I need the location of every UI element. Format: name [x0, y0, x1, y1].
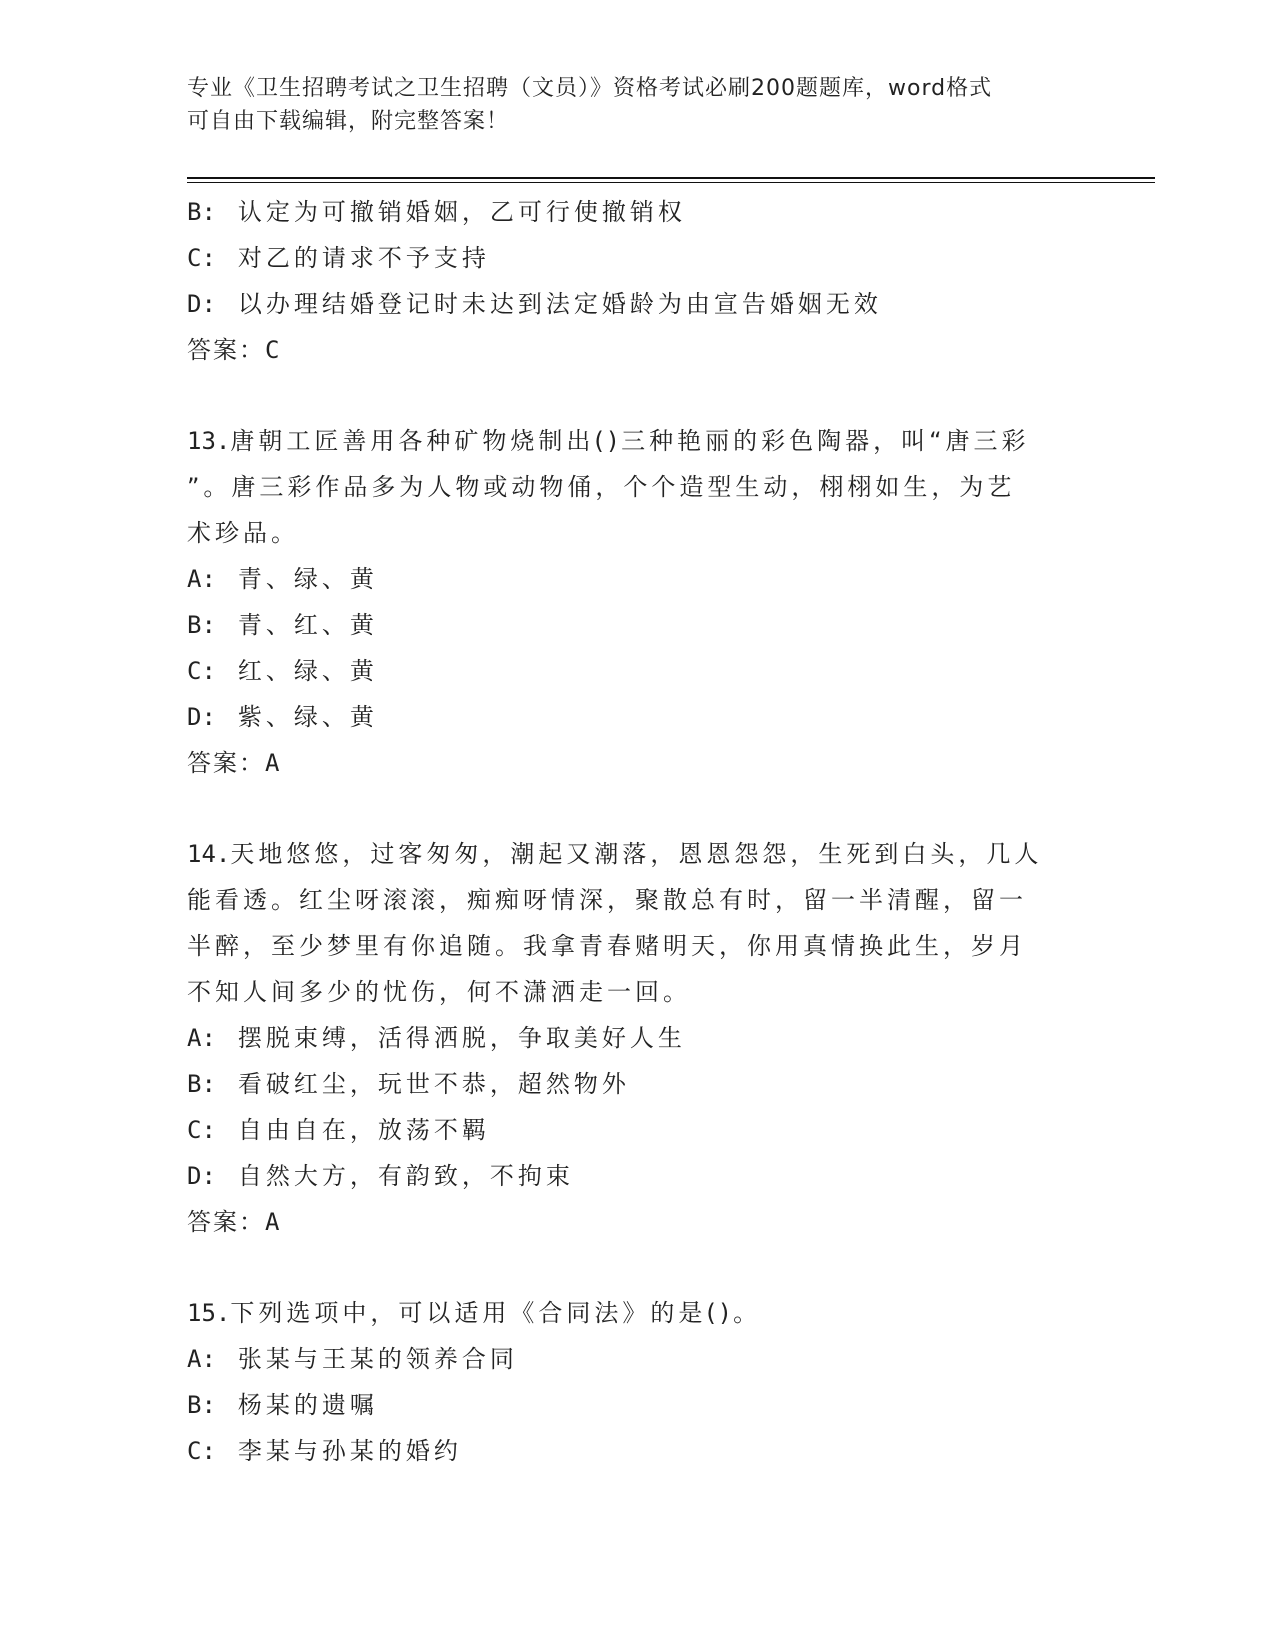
question-14	[187, 831, 1087, 1245]
answer-line	[187, 327, 1087, 373]
option-text: 李某与孙某的婚约	[237, 1437, 462, 1465]
question-stem-line: 术珍品。	[187, 519, 299, 547]
question-stem-line	[187, 418, 1087, 464]
option-letter: D:	[187, 290, 216, 318]
option-text: 青、红、黄	[237, 611, 378, 639]
header-line-2: 可自由下载编辑，附完整答案！	[187, 109, 510, 134]
option-text: 紫、绿、黄	[237, 703, 378, 731]
option-letter: C:	[187, 657, 216, 685]
question-text: 天地悠悠，过客匆匆，潮起又潮落，恩恩怨怨，生死到白头，几人	[230, 840, 1043, 868]
answer-value: A	[265, 749, 282, 777]
question-stem-line: ”。唐三彩作品多为人物或动物俑，个个造型生动，栩栩如生，为艺	[187, 473, 1016, 501]
option-letter: C:	[187, 1116, 216, 1144]
answer-value: C	[265, 336, 282, 364]
option-a	[187, 556, 1087, 602]
option-a	[187, 1336, 1087, 1382]
option-b	[187, 1382, 1087, 1428]
question-stem-line	[187, 1290, 1087, 1336]
option-b	[187, 1061, 1087, 1107]
option-letter: A:	[187, 1345, 216, 1373]
option-text: 青、绿、黄	[237, 565, 378, 593]
option-c	[187, 235, 1087, 281]
answer-line	[187, 740, 1087, 786]
question-12-continued	[187, 189, 1087, 373]
question-15	[187, 1290, 1087, 1474]
option-text: 对乙的请求不予支持	[237, 244, 490, 272]
option-text: 张某与王某的领养合同	[237, 1345, 518, 1373]
option-letter: B:	[187, 1391, 216, 1419]
header-rule-thick	[187, 177, 1155, 179]
answer-label: 答案：	[187, 749, 265, 777]
option-d	[187, 694, 1087, 740]
option-b	[187, 189, 1087, 235]
answer-label: 答案：	[187, 1208, 265, 1236]
option-c	[187, 1428, 1087, 1474]
header-line-1: 专业《卫生招聘考试之卫生招聘（文员）》资格考试必刷200题题库，word格式	[187, 76, 993, 101]
option-letter: B:	[187, 611, 216, 639]
question-13	[187, 418, 1087, 786]
option-letter: D:	[187, 703, 216, 731]
option-text: 自由自在，放荡不羁	[237, 1116, 490, 1144]
option-text: 红、绿、黄	[237, 657, 378, 685]
question-number: 13.	[187, 427, 231, 455]
option-text: 杨某的遗嘱	[237, 1391, 378, 1419]
question-number: 14.	[187, 840, 231, 868]
question-stem-line: 不知人间多少的忧伤，何不潇洒走一回。	[187, 978, 691, 1006]
option-letter: A:	[187, 565, 216, 593]
option-text: 以办理结婚登记时未达到法定婚龄为由宣告婚姻无效	[237, 290, 882, 318]
option-text: 认定为可撤销婚姻，乙可行使撤销权	[237, 198, 686, 226]
option-letter: D:	[187, 1162, 216, 1190]
answer-value: A	[265, 1208, 282, 1236]
question-text: 唐朝工匠善用各种矿物烧制出()三种艳丽的彩色陶器，叫“唐三彩	[230, 427, 1030, 455]
question-stem-line: 半醉，至少梦里有你追随。我拿青春赌明天，你用真情换此生，岁月	[187, 932, 1027, 960]
option-letter: B:	[187, 198, 216, 226]
answer-label: 答案：	[187, 336, 265, 364]
document-body	[187, 189, 1087, 1474]
question-stem-line: 能看透。红尘呀滚滚，痴痴呀情深，聚散总有时，留一半清醒，留一	[187, 886, 1027, 914]
option-letter: C:	[187, 1437, 216, 1465]
option-letter: A:	[187, 1024, 216, 1052]
question-number: 15.	[187, 1299, 231, 1327]
option-letter: B:	[187, 1070, 216, 1098]
option-text: 看破红尘，玩世不恭，超然物外	[237, 1070, 630, 1098]
option-text: 摆脱束缚，活得洒脱，争取美好人生	[237, 1024, 686, 1052]
option-b	[187, 602, 1087, 648]
option-letter: C:	[187, 244, 216, 272]
answer-line	[187, 1199, 1087, 1245]
option-d	[187, 1153, 1087, 1199]
option-text: 自然大方，有韵致，不拘束	[237, 1162, 574, 1190]
header-rule-thin	[187, 182, 1155, 183]
option-c	[187, 648, 1087, 694]
option-a	[187, 1015, 1087, 1061]
page-header	[187, 72, 1087, 138]
question-text: 下列选项中，可以适用《合同法》的是()。	[230, 1299, 762, 1327]
option-c	[187, 1107, 1087, 1153]
option-d	[187, 281, 1087, 327]
question-stem-line	[187, 831, 1087, 877]
